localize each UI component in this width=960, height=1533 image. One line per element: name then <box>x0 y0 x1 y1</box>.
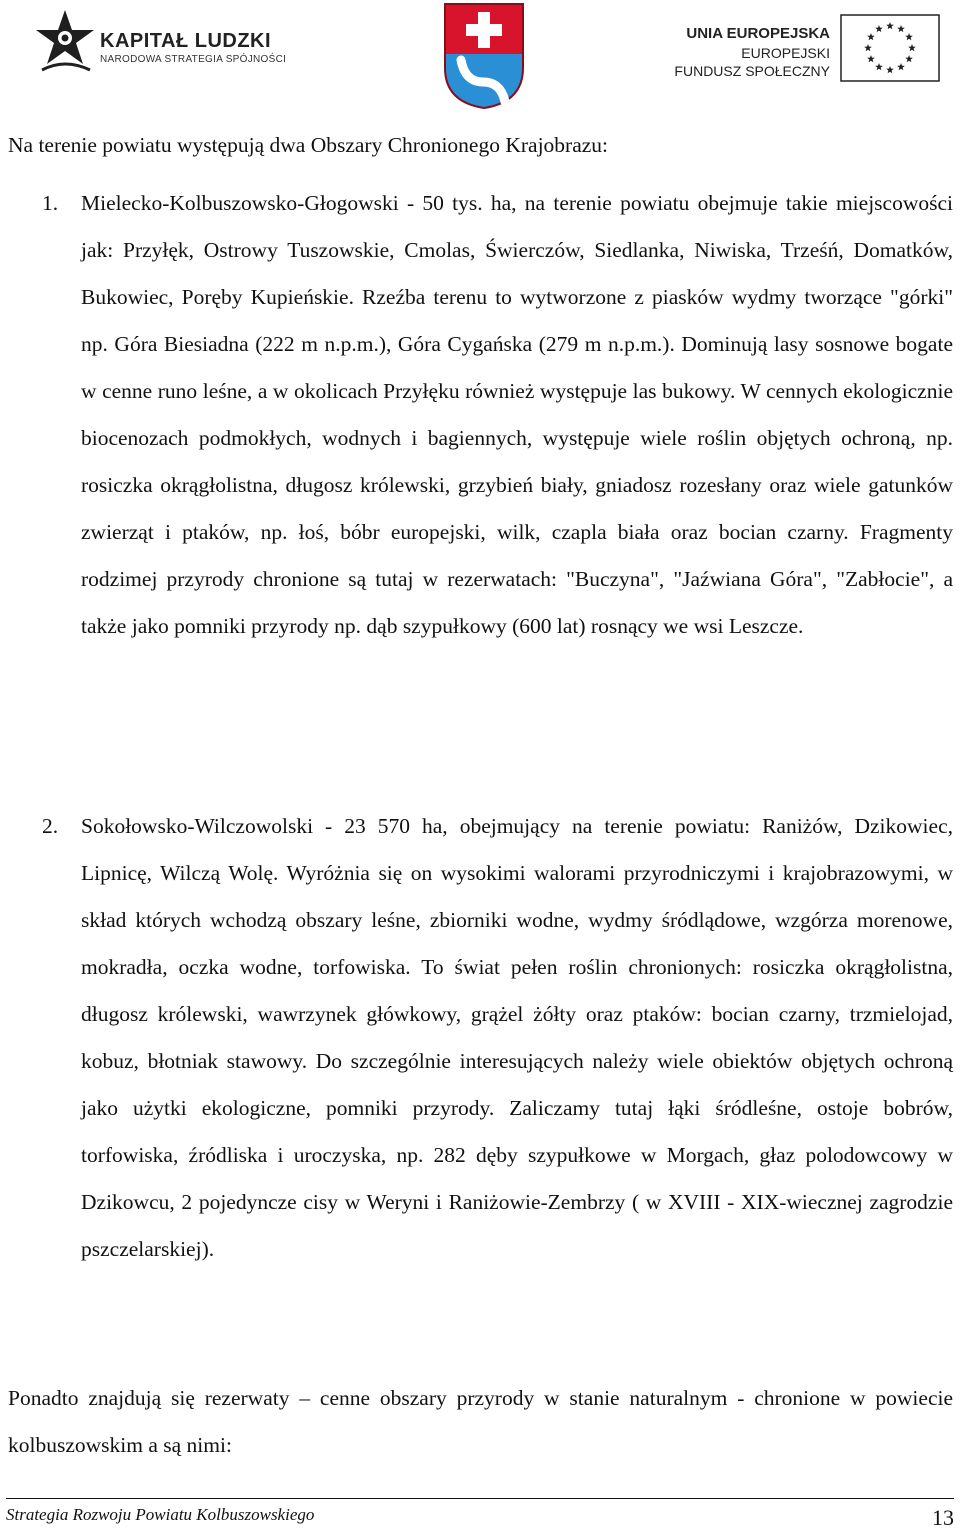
eu-flag-icon <box>840 14 940 82</box>
closing-paragraph: Ponadto znajdują się rezerwaty – cenne obszary przyrody w stanie naturalnym - chronione w powiecie kolbuszowskim a są nimi: <box>8 1386 953 1457</box>
eu-logo-line3: FUNDUSZ SPOŁECZNY <box>674 63 830 79</box>
eu-logo-line2: EUROPEJSKI <box>741 45 830 61</box>
kapital-ludzki-logo <box>34 8 287 80</box>
eu-fund-logo <box>674 14 940 84</box>
eu-logo-line1: UNIA EUROPEJSKA <box>686 25 830 42</box>
kapital-ludzki-title: KAPITAŁ LUDZKI <box>100 30 272 52</box>
list-item-text: Sokołowsko-Wilczowolski - 23 570 ha, obejmujący na terenie powiatu: Raniżów, Dzikowiec, Lipnicę, Wilczą Wolę. Wyróżnia się on wysokimi walorami przyrodniczymi i krajobrazowymi, w skład których wchodzą obszary leśne, zbiorniki wodne, wydmy śródlądowe, wzgórza morenowe, mokradła, oczka wodne, torfowiska. To świat pełen roślin chronionych: rosiczka okrągłolistna, długosz królewski, wawrzynek główkowy, grążel żółty oraz ptaków: bocian czarny, trzmielojad, kobuz, błotniak stawowy. Do szczególnie interesujących należy wiele obiektów objętych ochroną jako użytki ekologiczne, pomniki przyrody. Zaliczamy tutaj łąki śródleśne, ostoje bobrów, torfowiska, źródliska i uroczyska, np. 282 dęby szypułkowe w Morgach, głaz polodowcowy w Dzikowcu, 2 pojedyncze cisy w Weryni i Raniżowie-Zembrzy ( w XVIII - XIX-wiecznej zagrodzie pszczelarskiej). <box>81 814 953 1261</box>
footer-document-title: Strategia Rozwoju Powiatu Kolbuszowskiego <box>6 1505 315 1524</box>
page-header <box>0 0 960 115</box>
page-number: 13 <box>932 1505 954 1530</box>
list-item-number: 1. <box>42 191 59 215</box>
list-item-number: 2. <box>42 814 59 838</box>
intro-paragraph: Na terenie powiatu występują dwa Obszary Chronionego Krajobrazu: <box>8 133 609 157</box>
page-footer <box>6 1498 954 1533</box>
list-item-text: Mielecko-Kolbuszowsko-Głogowski - 50 tys. ha, na terenie powiatu obejmuje takie miejscowości jak: Przyłęk, Ostrowy Tuszowskie, Cmolas, Świerczów, Siedlanka, Niwiska, Trześń, Domatków, Bukowiec, Poręby Kupieńskie. Rzeźba terenu to wytworzone z piasków wydmy tworzące "górki" np. Góra Biesiadna (222 m n.p.m.), Góra Cygańska (279 m n.p.m.). Dominują lasy sosnowe bogate w cenne runo leśne, a w okolicach Przyłęku również występuje las bukowy. W cennych ekologicznie biocenozach podmokłych, wodnych i bagiennych, występuje wiele roślin objętych ochroną, np. rosiczka okrągłolistna, długosz królewski, grzybień biały, gniadosz rozesłany oraz wiele gatunków zwierząt i ptaków, np. łoś, bóbr europejski, wilk, czapla biała oraz bocian czarny. Fragmenty rodzimej przyrody chronione są tutaj w rezerwatach: "Buczyna", "Jaźwiana Góra", "Zabłocie", a także jako pomniki przyrody np. dąb szypułkowy (600 lat) rosnący we wsi Leszcze. <box>81 191 953 638</box>
kapital-ludzki-subtitle: NARODOWA STRATEGIA SPÓJNOŚCI <box>100 54 287 65</box>
coat-of-arms-icon <box>443 2 525 110</box>
kapital-ludzki-star-icon <box>34 8 96 74</box>
